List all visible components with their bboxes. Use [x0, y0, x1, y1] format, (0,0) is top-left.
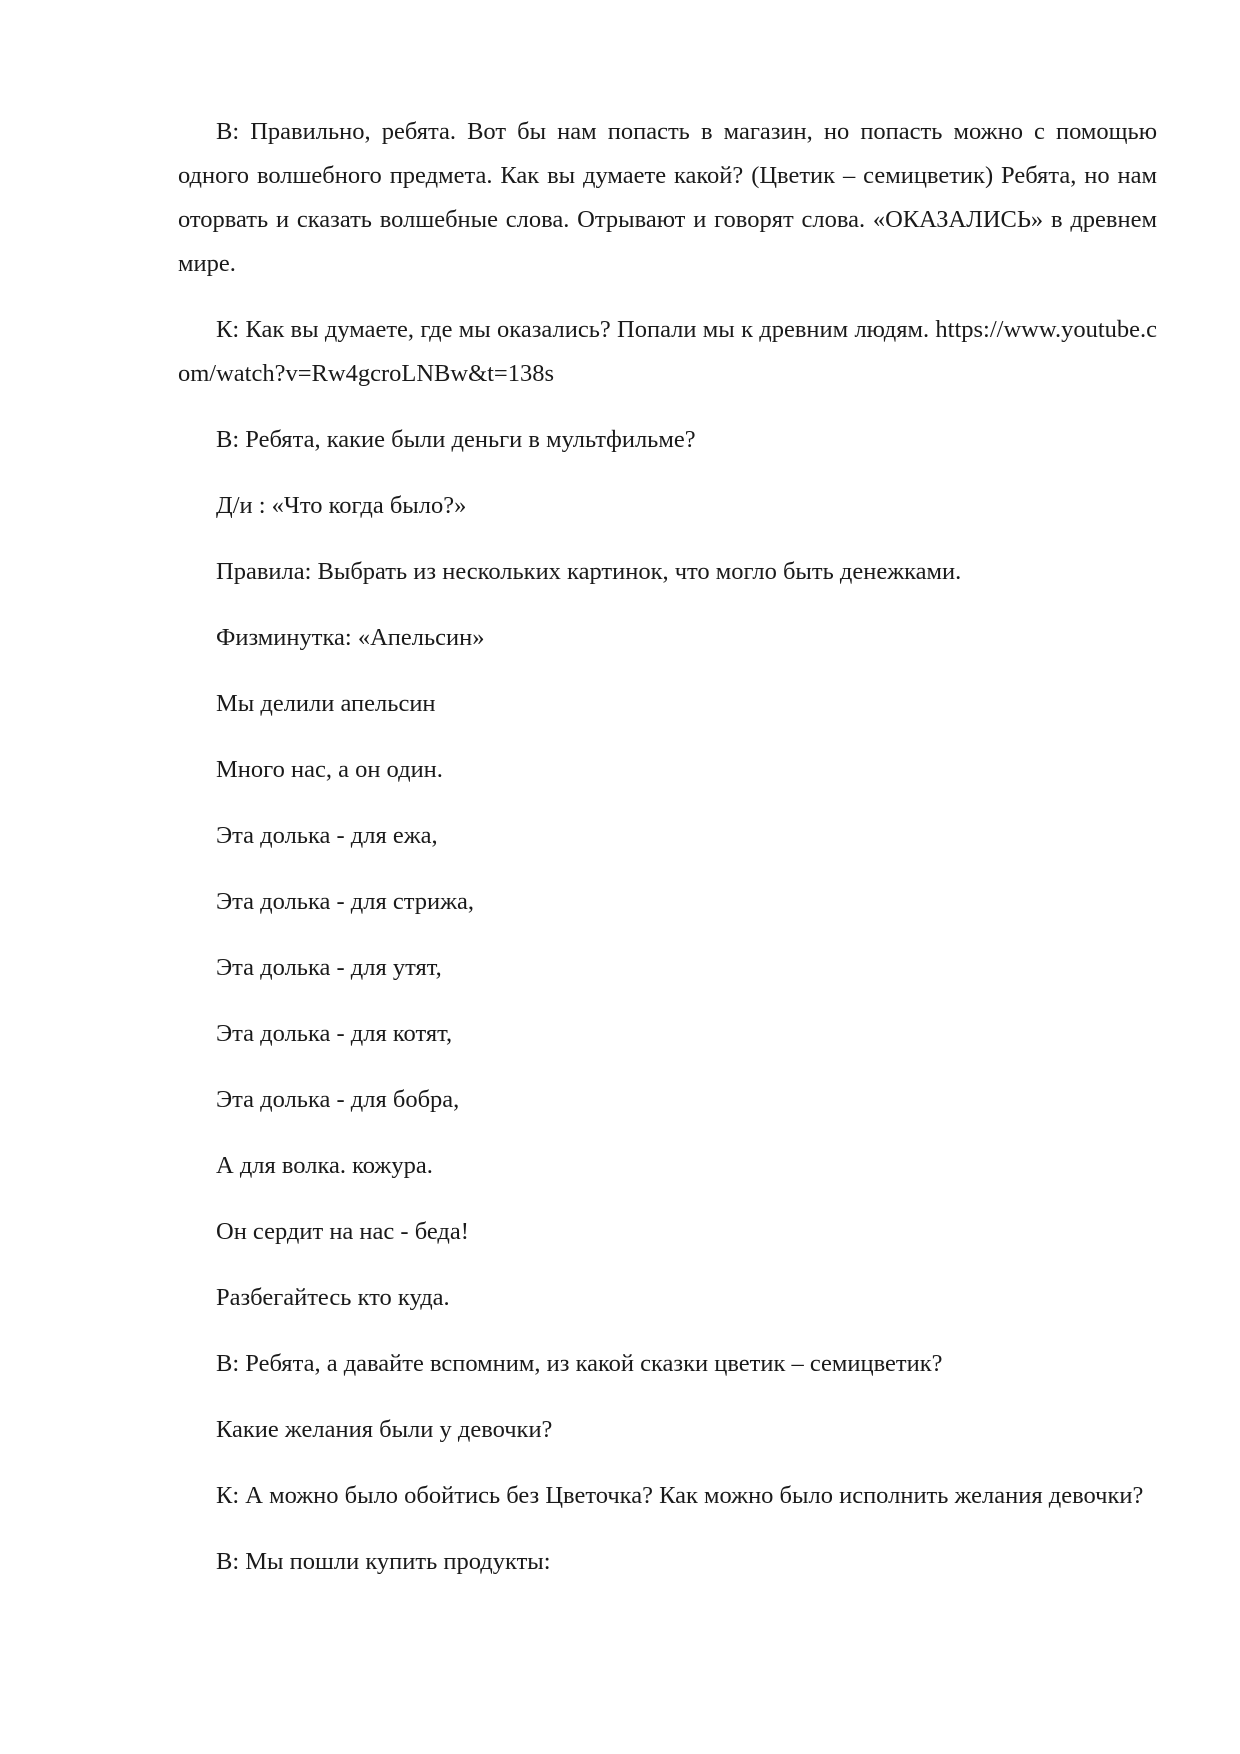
paragraph-game-title: Д/и : «Что когда было?» [216, 492, 467, 519]
poem-line: Эта долька - для утят, [216, 954, 442, 981]
poem-line: Эта долька - для стрижа, [216, 888, 475, 915]
paragraph-video-link: К: Как вы думаете, где мы оказались? Попали мы к древним людям. https://www.youtube.com/watch?v=Rw4gcroLNBw&t=138s [178, 316, 1157, 387]
document-body [178, 110, 1157, 1606]
poem-line: Мы делили апельсин [216, 690, 436, 717]
paragraph-exercise-title: Физминутка: «Апельсин» [216, 624, 485, 651]
poem-line: Эта долька - для бобра, [216, 1086, 460, 1113]
paragraph-without-flower-question: К: А можно было обойтись без Цветочка? Как можно было исполнить желания девочки? [216, 1482, 1144, 1509]
paragraph-question-money: В: Ребята, какие были деньги в мультфильме? [216, 426, 696, 453]
paragraph-intro: В: Правильно, ребята. Вот бы нам попасть в магазин, но попасть можно с помощью одного волшебного предмета. Как вы думаете какой? (Цветик – семицветик) Ребята, но нам оторвать и сказать волшебные слова. Отрывают и говорят слова. «ОКАЗАЛИСЬ» в древнем мире. [178, 118, 1157, 277]
poem-line: А для волка. кожура. [216, 1152, 433, 1179]
poem-line: Много нас, а он один. [216, 756, 443, 783]
paragraph-game-rules: Правила: Выбрать из нескольких картинок, что могло быть денежками. [216, 558, 962, 585]
paragraph-shopping: В: Мы пошли купить продукты: [216, 1548, 551, 1575]
poem-line: Он сердит на нас - беда! [216, 1218, 469, 1245]
paragraph-fairy-tale-question: В: Ребята, а давайте вспомним, из какой сказки цветик – семицветик? [216, 1350, 943, 1377]
poem-line: Разбегайтесь кто куда. [216, 1284, 450, 1311]
poem-line: Эта долька - для ежа, [216, 822, 438, 849]
paragraph-wishes-question: Какие желания были у девочки? [216, 1416, 553, 1443]
poem-line: Эта долька - для котят, [216, 1020, 453, 1047]
